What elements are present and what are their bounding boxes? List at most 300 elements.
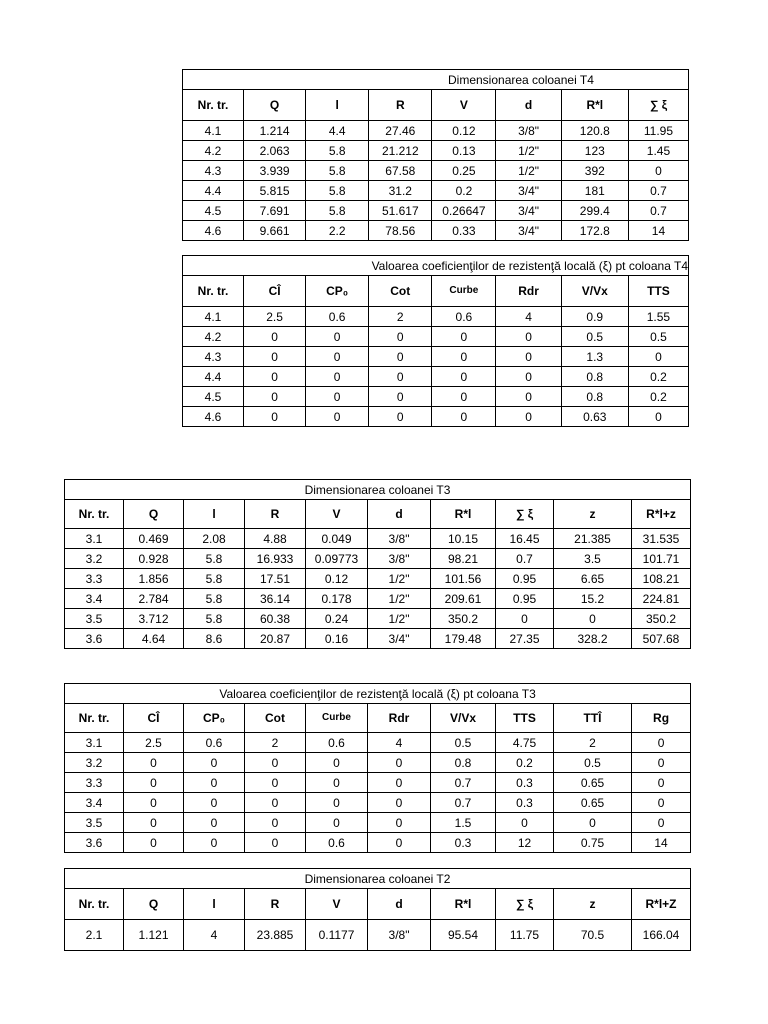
table-header-row [65,704,691,733]
table-cell: 101.71 [632,549,691,569]
table-cell: 0.2 [628,387,688,407]
table-cell: 23.885 [245,920,306,951]
t3-dimensioning-table [64,479,691,649]
column-header: R [369,90,432,121]
table-cell: 0.1177 [306,920,368,951]
table-cell: 0.8 [561,387,628,407]
table-cell: 5.8 [306,141,369,161]
table-cell: 0 [124,793,184,813]
table-row [65,833,691,853]
table-row [65,920,691,951]
table-row [65,629,691,649]
table-cell: 0.2 [628,367,688,387]
table-cell: 0 [124,833,184,853]
column-header: Curbe [432,276,496,307]
table-cell: 0 [184,753,245,773]
table-cell: 21.212 [369,141,432,161]
table-cell: 0.6 [184,733,245,753]
table-cell: 1/2" [368,569,431,589]
table-cell: 0.09773 [306,549,368,569]
column-header: V [432,90,496,121]
table-cell: 0 [245,833,306,853]
table-cell: 0 [554,813,632,833]
table-row [183,387,689,407]
table-row [65,549,691,569]
table-cell: 0 [306,347,369,367]
table-cell: 1/2" [496,161,561,181]
table-cell: 328.2 [554,629,632,649]
table-cell: 2.2 [306,221,369,241]
table-cell: 3/4" [368,629,431,649]
table-cell: 2.5 [124,733,184,753]
table-cell: 27.35 [496,629,554,649]
table-cell: 9.661 [244,221,306,241]
table-cell: 5.8 [184,609,245,629]
table-cell: 78.56 [369,221,432,241]
table-cell: 0.5 [554,753,632,773]
column-header: Nr. tr. [65,889,124,920]
table-cell: 0.24 [306,609,368,629]
table-title-row [65,869,691,889]
column-header: R*l [561,90,628,121]
table-cell: 0.63 [561,407,628,427]
table-cell: 507.68 [632,629,691,649]
table-row [65,753,691,773]
table-cell: 0.3 [496,773,554,793]
table-cell: 0.26647 [432,201,496,221]
table-cell: 6.65 [554,569,632,589]
table-cell: 0 [369,387,432,407]
table-cell: 4.6 [183,221,244,241]
table-cell: 2.08 [184,529,245,549]
table-cell: 0 [496,387,561,407]
table-cell: 17.51 [245,569,306,589]
table-cell: 16.933 [245,549,306,569]
column-header: CÎ [124,704,184,733]
table-cell: 4.5 [183,387,244,407]
table-cell: 224.81 [632,589,691,609]
table-row [183,221,689,241]
table-row [65,813,691,833]
table-cell: 3.2 [65,549,124,569]
table-cell: 0 [244,367,306,387]
table-cell: 0 [306,387,369,407]
table-cell: 0.16 [306,629,368,649]
table-cell: 10.15 [431,529,496,549]
column-header: Rdr [496,276,561,307]
column-header: Q [124,500,184,529]
table-cell: 108.21 [632,569,691,589]
table-cell: 0.7 [431,773,496,793]
table-cell: 0.5 [431,733,496,753]
table-cell: 0 [496,407,561,427]
table-cell: 0.049 [306,529,368,549]
table-cell: 209.61 [431,589,496,609]
table-cell: 0 [432,367,496,387]
table-title: Valoarea coeficienţilor de rezistenţă locală (ξ) pt coloana T4 [183,256,689,276]
table-cell: 4.64 [124,629,184,649]
table-cell: 0 [124,813,184,833]
table-cell: 51.617 [369,201,432,221]
table-cell: 31.535 [632,529,691,549]
table-cell: 0 [244,327,306,347]
t4-dimensioning-table [182,69,689,241]
table-cell: 0 [496,609,554,629]
column-header: V [306,889,368,920]
table-cell: 0 [496,813,554,833]
table-cell: 0.12 [432,121,496,141]
table-cell: 0.65 [554,773,632,793]
table-cell: 4.88 [245,529,306,549]
table-cell: 0 [632,733,691,753]
table-cell: 2 [245,733,306,753]
table-cell: 3/8" [368,920,431,951]
table-cell: 0.95 [496,589,554,609]
table-cell: 3.939 [244,161,306,181]
table-title: Dimensionarea coloanei T3 [65,480,691,500]
table-cell: 3.5 [65,609,124,629]
table-cell: 0 [432,387,496,407]
table-cell: 0 [496,367,561,387]
column-header: l [306,90,369,121]
table-cell: 0 [306,773,368,793]
table-cell: 3.712 [124,609,184,629]
table-title: Dimensionarea coloanei T2 [65,869,691,889]
table-cell: 4.1 [183,121,244,141]
table-cell: 4.3 [183,347,244,367]
table-cell: 172.8 [561,221,628,241]
table-row [183,121,689,141]
table-cell: 1.856 [124,569,184,589]
table-cell: 0 [124,773,184,793]
column-header: R*l+z [632,500,691,529]
table-cell: 4.2 [183,327,244,347]
table-cell: 12 [496,833,554,853]
table-title: Valoarea coeficienţilor de rezistenţă locală (ξ) pt coloana T3 [65,684,691,704]
column-header: Curbe [306,704,368,733]
table-cell: 5.8 [306,201,369,221]
table-cell: 5.8 [184,549,245,569]
column-header: z [554,889,632,920]
table-cell: 4.6 [183,407,244,427]
table-cell: 67.58 [369,161,432,181]
table-row [65,733,691,753]
table-header-row [183,90,689,121]
column-header: V/Vx [561,276,628,307]
table-cell: 3.3 [65,773,124,793]
table-cell: 11.95 [628,121,688,141]
table-cell: 0 [368,833,431,853]
table-row [183,407,689,427]
table-cell: 0 [244,407,306,427]
column-header: Nr. tr. [65,704,124,733]
table-cell: 98.21 [431,549,496,569]
table-cell: 0.2 [432,181,496,201]
table-cell: 0 [244,347,306,367]
column-header: R*l [431,500,496,529]
table-cell: 8.6 [184,629,245,649]
column-header: R*l+Z [632,889,691,920]
table-cell: 3.2 [65,753,124,773]
table-cell: 3.6 [65,629,124,649]
table-cell: 3/8" [496,121,561,141]
column-header: R [245,889,306,920]
table-cell: 0 [632,773,691,793]
table-cell: 0.2 [496,753,554,773]
table-cell: 0.6 [432,307,496,327]
column-header: Rg [632,704,691,733]
table-cell: 0.178 [306,589,368,609]
table-cell: 20.87 [245,629,306,649]
table-header-row [183,276,689,307]
table-cell: 3/4" [496,221,561,241]
column-header: l [184,889,245,920]
table-cell: 3.3 [65,569,124,589]
table-cell: 123 [561,141,628,161]
table-cell: 11.75 [496,920,554,951]
table-cell: 0 [432,327,496,347]
column-header: Q [124,889,184,920]
table-cell: 181 [561,181,628,201]
column-header: TTS [496,704,554,733]
table-cell: 70.5 [554,920,632,951]
table-cell: 299.4 [561,201,628,221]
table-cell: 392 [561,161,628,181]
table-cell: 0 [184,813,245,833]
table-cell: 0.6 [306,833,368,853]
table-cell: 3.1 [65,733,124,753]
table-cell: 0 [306,753,368,773]
table-cell: 3/8" [368,529,431,549]
table-cell: 1.5 [431,813,496,833]
table-cell: 1/2" [496,141,561,161]
table-cell: 21.385 [554,529,632,549]
table-cell: 101.56 [431,569,496,589]
table-cell: 0 [306,813,368,833]
table-cell: 3.5 [65,813,124,833]
column-header: CP₀ [184,704,245,733]
table-cell: 0 [306,793,368,813]
table-cell: 5.8 [184,569,245,589]
table-cell: 0.33 [432,221,496,241]
table-cell: 0.6 [306,733,368,753]
column-header: CP₀ [306,276,369,307]
table-cell: 2.5 [244,307,306,327]
table-cell: 0 [628,347,688,367]
table-cell: 3.5 [554,549,632,569]
column-header: ∑ ξ [496,500,554,529]
table-row [65,589,691,609]
table-cell: 0.9 [561,307,628,327]
table-cell: 4.4 [183,181,244,201]
column-header: TTÎ [554,704,632,733]
column-header: Cot [369,276,432,307]
table-cell: 0 [369,327,432,347]
table-cell: 3.1 [65,529,124,549]
table-cell: 0.8 [431,753,496,773]
column-header: V/Vx [431,704,496,733]
table-cell: 0 [554,609,632,629]
table-cell: 15.2 [554,589,632,609]
table-row [183,161,689,181]
table-title: Dimensionarea coloanei T4 [183,70,689,90]
table-cell: 0 [245,813,306,833]
table-cell: 3/4" [496,201,561,221]
table-cell: 4.4 [306,121,369,141]
table-cell: 2 [554,733,632,753]
table-row [65,609,691,629]
table-cell: 4.75 [496,733,554,753]
table-row [65,569,691,589]
table-cell: 0.12 [306,569,368,589]
table-header-row [65,889,691,920]
table-cell: 0 [628,407,688,427]
table-cell: 0 [184,793,245,813]
column-header: Rdr [368,704,431,733]
table-cell: 2.1 [65,920,124,951]
table-cell: 1.55 [628,307,688,327]
table-cell: 0 [368,773,431,793]
column-header: l [184,500,245,529]
table-cell: 60.38 [245,609,306,629]
table-cell: 4.1 [183,307,244,327]
table-cell: 3/4" [496,181,561,201]
table-cell: 2 [369,307,432,327]
table-cell: 0.8 [561,367,628,387]
table-cell: 0 [369,407,432,427]
table-cell: 0 [184,773,245,793]
table-cell: 0 [369,367,432,387]
table-cell: 3.4 [65,793,124,813]
table-cell: 0 [245,753,306,773]
table-cell: 0 [369,347,432,367]
table-cell: 0.3 [431,833,496,853]
table-cell: 1.3 [561,347,628,367]
column-header: TTS [628,276,688,307]
table-cell: 0 [244,387,306,407]
table-cell: 0 [432,347,496,367]
table-cell: 3.4 [65,589,124,609]
column-header: Nr. tr. [65,500,124,529]
column-header: ∑ ξ [496,889,554,920]
table-title-row [65,480,691,500]
table-cell: 4.2 [183,141,244,161]
table-cell: 14 [628,221,688,241]
table-cell: 4.4 [183,367,244,387]
table-cell: 0 [632,753,691,773]
table-cell: 0 [632,813,691,833]
column-header: R*l [431,889,496,920]
table-cell: 1.214 [244,121,306,141]
table-cell: 4.5 [183,201,244,221]
table-cell: 3.6 [65,833,124,853]
column-header: ∑ ξ [628,90,688,121]
table-cell: 0 [306,367,369,387]
table-row [65,793,691,813]
table-cell: 0.7 [628,181,688,201]
column-header: d [368,889,431,920]
table-cell: 0 [496,327,561,347]
table-cell: 95.54 [431,920,496,951]
table-cell: 4 [184,920,245,951]
table-cell: 0.25 [432,161,496,181]
table-cell: 0.928 [124,549,184,569]
table-cell: 0 [124,753,184,773]
table-row [183,141,689,161]
table-cell: 27.46 [369,121,432,141]
column-header: Cot [245,704,306,733]
table-cell: 0 [368,793,431,813]
table-cell: 14 [632,833,691,853]
table-cell: 5.8 [306,161,369,181]
column-header: z [554,500,632,529]
column-header: Nr. tr. [183,90,244,121]
table-cell: 16.45 [496,529,554,549]
table-cell: 0 [245,773,306,793]
table-cell: 5.815 [244,181,306,201]
table-cell: 36.14 [245,589,306,609]
table-cell: 0.7 [431,793,496,813]
t2-dimensioning-table [64,868,691,951]
table-cell: 1/2" [368,609,431,629]
table-cell: 2.063 [244,141,306,161]
table-cell: 120.8 [561,121,628,141]
column-header: Q [244,90,306,121]
column-header: d [496,90,561,121]
table-cell: 179.48 [431,629,496,649]
table-row [183,201,689,221]
table-cell: 0.469 [124,529,184,549]
table-cell: 1.121 [124,920,184,951]
table-cell: 0.5 [628,327,688,347]
table-cell: 5.8 [184,589,245,609]
column-header: R [245,500,306,529]
table-cell: 1.45 [628,141,688,161]
table-cell: 0 [628,161,688,181]
table-cell: 1/2" [368,589,431,609]
table-title-row [65,684,691,704]
table-cell: 5.8 [306,181,369,201]
table-cell: 0.13 [432,141,496,161]
table-row [65,529,691,549]
t3-coefficients-table [64,683,691,853]
table-cell: 0.7 [496,549,554,569]
table-title-row [183,70,689,90]
table-cell: 0 [245,793,306,813]
table-cell: 0.6 [306,307,369,327]
table-cell: 0 [184,833,245,853]
column-header: CÎ [244,276,306,307]
t4-coefficients-table [182,255,689,427]
table-row [183,347,689,367]
table-cell: 0.75 [554,833,632,853]
table-cell: 7.691 [244,201,306,221]
table-cell: 4.3 [183,161,244,181]
table-row [65,773,691,793]
table-cell: 4 [496,307,561,327]
table-cell: 31.2 [369,181,432,201]
table-title-row [183,256,689,276]
table-cell: 0 [632,793,691,813]
table-cell: 0.7 [628,201,688,221]
table-cell: 0.3 [496,793,554,813]
table-cell: 0 [432,407,496,427]
table-row [183,327,689,347]
table-row [183,307,689,327]
table-cell: 0 [368,753,431,773]
table-cell: 350.2 [632,609,691,629]
table-cell: 0.5 [561,327,628,347]
